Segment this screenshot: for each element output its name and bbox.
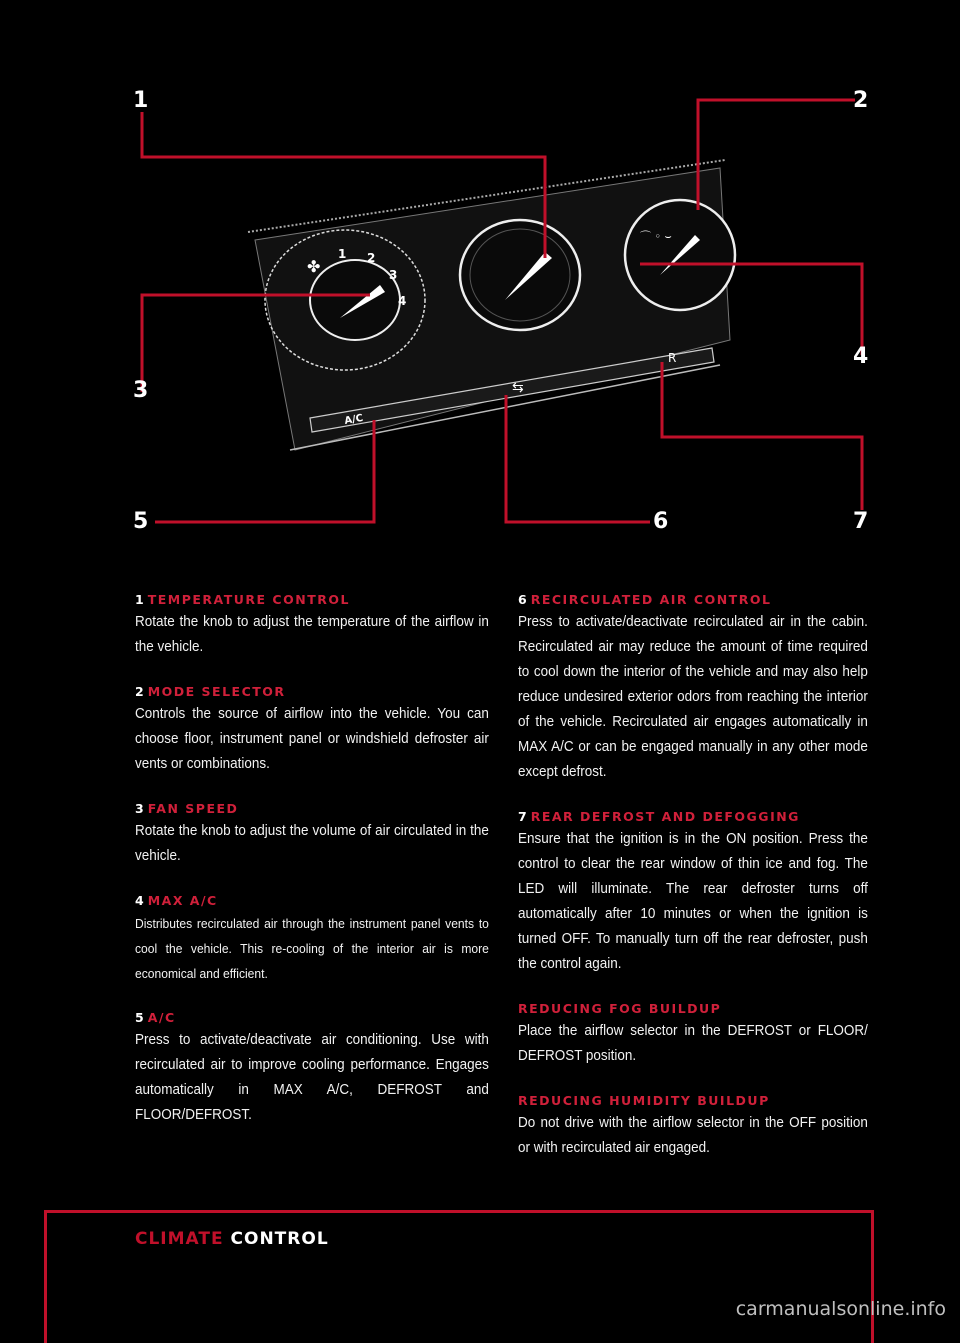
item-number: 6	[518, 592, 527, 607]
item-number: 4	[135, 893, 144, 908]
item-title: MODE SELECTOR	[147, 684, 286, 699]
temperature-knob[interactable]	[460, 220, 580, 330]
item-temperature-control	[135, 590, 489, 660]
right-column	[518, 590, 868, 1183]
item-title: RECIRCULATED AIR CONTROL	[530, 592, 772, 607]
rear-defrost-button[interactable]: R	[668, 351, 677, 365]
section-title-main: CONTROL	[230, 1229, 329, 1249]
item-body: Controls the source of airflow into the vehicle. You can choose floor, instrument panel or windshield defroster air vents or combinations.	[135, 706, 489, 772]
callout-2: 2	[853, 88, 869, 113]
item-body: Press to activate/deactivate recirculated air in the cabin. Recirculated air may reduce the amount of time required to cool down the interior of the vehicle and may also help reduce undesired exterior odors from reaching the interior of the vehicle. Recirculated air engages automatically in MAX A/C or can be engaged manually in any other mode except defrost.	[518, 614, 868, 780]
callout-6: 6	[653, 509, 669, 534]
climate-panel-diagram	[0, 0, 960, 560]
item-body: Ensure that the ignition is in the ON position. Press the control to clear the rear window of thin ice and fog. The LED will illuminate. The rear defroster turns off automatically after 10 minutes or when the ignition is turned OFF. To manually turn off the rear defroster, push the control again.	[518, 831, 868, 972]
item-number: 1	[135, 592, 144, 607]
item-recirculated-air	[518, 590, 868, 785]
item-ac	[135, 1008, 489, 1128]
item-body: Rotate the knob to adjust the volume of air circulated in the vehicle.	[135, 823, 489, 864]
fan-num-1: 1	[338, 247, 347, 261]
item-number: 3	[135, 801, 144, 816]
item-title: REDUCING HUMIDITY BUILDUP	[518, 1093, 770, 1108]
item-number: 2	[135, 684, 144, 699]
fan-num-3: 3	[389, 268, 398, 282]
item-reducing-fog	[518, 999, 868, 1069]
item-mode-selector	[135, 682, 489, 777]
watermark: carmanualsonline.info	[735, 1298, 946, 1320]
item-number: 5	[135, 1010, 144, 1025]
callout-5: 5	[133, 509, 149, 534]
item-title: FAN SPEED	[147, 801, 239, 816]
item-fan-speed	[135, 799, 489, 869]
fan-num-4: 4	[398, 294, 407, 308]
callout-3: 3	[133, 378, 149, 403]
item-title: REDUCING FOG BUILDUP	[518, 1001, 722, 1016]
item-title: TEMPERATURE CONTROL	[147, 592, 350, 607]
section-title-accent: CLIMATE	[135, 1229, 224, 1249]
callout-1: 1	[133, 88, 149, 113]
fan-num-2: 2	[367, 251, 376, 265]
item-body: Do not drive with the airflow selector in the OFF position or with recirculated air engaged.	[518, 1115, 868, 1156]
callout-4: 4	[853, 344, 869, 369]
item-number: 7	[518, 809, 527, 824]
item-max-ac	[135, 891, 489, 986]
item-body: Rotate the knob to adjust the temperature of the airflow in the vehicle.	[135, 614, 489, 655]
recirculate-icon[interactable]: ⇆	[512, 379, 524, 395]
item-title: REAR DEFROST AND DEFOGGING	[530, 809, 800, 824]
ac-button[interactable]: A/C	[343, 412, 364, 427]
callout-7: 7	[853, 509, 869, 534]
item-reducing-humidity	[518, 1091, 868, 1161]
left-column	[135, 590, 489, 1150]
mode-selector-knob[interactable]	[625, 200, 735, 310]
item-body: Press to activate/deactivate air conditioning. Use with recirculated air to improve cooling performance. Engages automatically in MAX A/C, DEFROST and FLOOR/DEFROST.	[135, 1032, 489, 1123]
mode-icons: ⌒ ◦ ⌣	[640, 230, 672, 243]
item-title: MAX A/C	[147, 893, 218, 908]
item-title: A/C	[147, 1010, 176, 1025]
section-title	[135, 1229, 329, 1249]
fan-icon: ✤	[307, 259, 321, 276]
item-rear-defrost	[518, 807, 868, 977]
item-body: Distributes recirculated air through the instrument panel vents to cool the vehicle. This re-cooling of the interior air is more economical and efficient.	[135, 916, 489, 981]
item-body: Place the airflow selector in the DEFROST or FLOOR/ DEFROST position.	[518, 1023, 868, 1064]
